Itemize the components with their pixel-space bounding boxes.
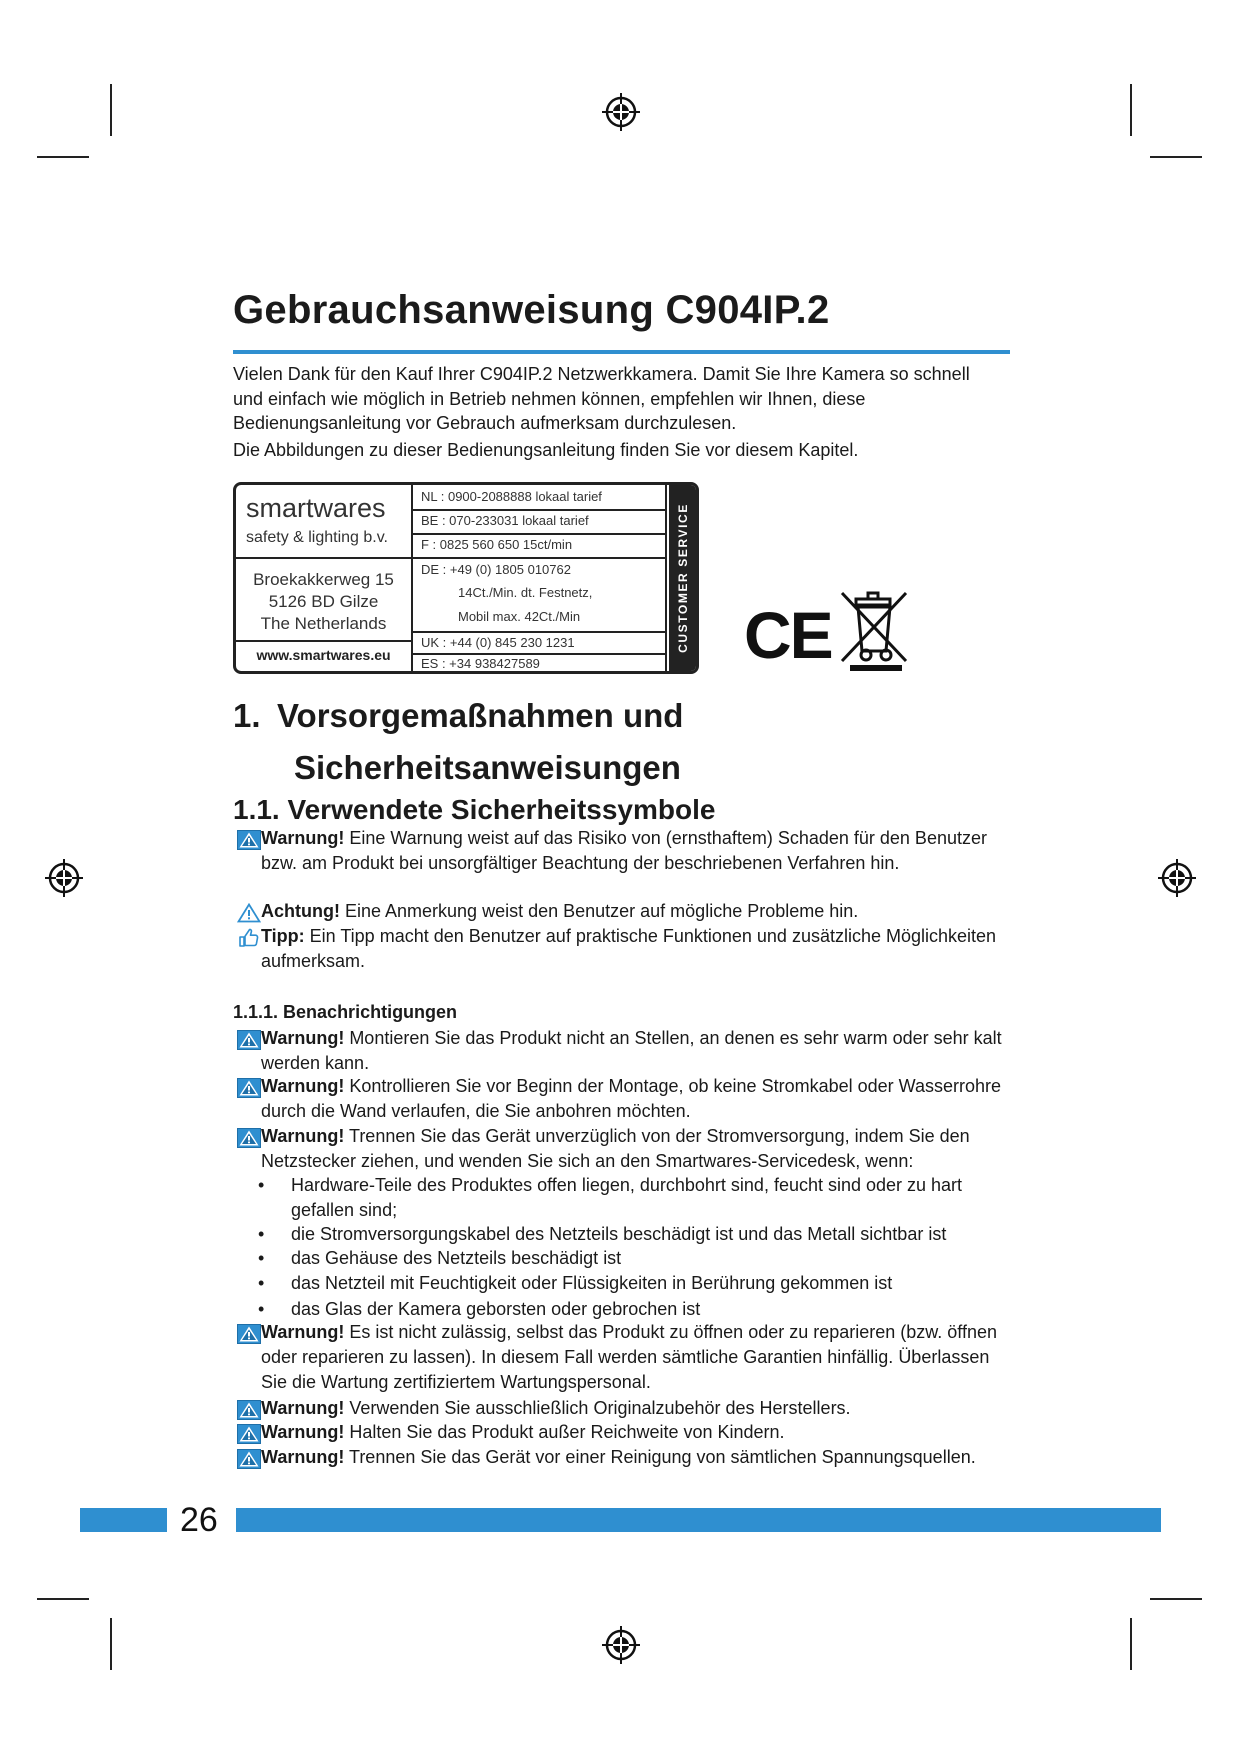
subsubsection-heading: 1.1.1. Benachrichtigungen (233, 1002, 458, 1022)
customer-service-label: CUSTOMER SERVICE (669, 485, 696, 671)
list-item-text: die Stromversorgungskabel des Netzteils beschädigt ist und das Metall sichtbar ist (291, 1224, 947, 1244)
divider (413, 653, 665, 655)
label: Warnung! (261, 1076, 345, 1096)
page-title: Gebrauchsanweisung C904IP.2 (233, 288, 830, 332)
section-heading (233, 690, 683, 742)
description: Trennen Sie das Gerät unverzüglich von der Stromversorgung, indem Sie den Netzstecker ziehen, und wenden Sie sich an den Smartwares-Servicedesk, wenn: (261, 1126, 970, 1171)
section-title: Vorsorgemaßnahmen und (277, 697, 684, 734)
subsection-heading: 1.1. Verwendete Sicherheitssymbole (233, 794, 716, 825)
warning-item (237, 1445, 1007, 1470)
company-address (236, 569, 411, 635)
title-underline (233, 350, 1010, 354)
warning-item (237, 1026, 1007, 1076)
list-item-text: Hardware-Teile des Produktes offen liegen, durchbohrt sind, feucht sind oder zu hart gefallen sind; (291, 1175, 963, 1220)
phone-line: UK : +44 (0) 845 230 1231 (421, 635, 575, 650)
phone-line: Mobil max. 42Ct./Min (458, 609, 581, 624)
bullet: • (258, 1299, 265, 1319)
warning-icon (237, 1078, 261, 1098)
description: Verwenden Sie ausschließlich Originalzubehör des Herstellers. (344, 1398, 851, 1418)
section-number: 1. (233, 697, 261, 734)
divider (413, 631, 665, 633)
list-item-text: das Glas der Kamera geborsten oder gebrochen ist (291, 1299, 701, 1319)
phone-line: DE : +49 (0) 1805 010762 (421, 562, 571, 577)
warning-icon (237, 1324, 261, 1344)
description: Halten Sie das Produkt außer Reichweite von Kindern. (344, 1422, 785, 1442)
label: Warnung! (261, 1398, 345, 1418)
label: Warnung! (261, 828, 345, 848)
list-item (258, 1222, 1008, 1247)
symbol-warning (237, 826, 1007, 876)
crop-mark (1130, 1618, 1132, 1670)
list-item (258, 1271, 1008, 1296)
divider (236, 640, 411, 642)
registration-mark-icon (1157, 858, 1197, 898)
crop-mark (1130, 84, 1132, 136)
warning-icon (237, 1128, 261, 1148)
phone-line: F : 0825 560 650 15ct/min (421, 537, 573, 552)
crop-mark (110, 84, 112, 136)
page-number: 26 (180, 1501, 218, 1539)
warning-item (237, 1320, 1007, 1395)
description: Montieren Sie das Produkt nicht an Stellen, an denen es sehr warm oder sehr kalt werden kann. (261, 1028, 1002, 1073)
list-item-text: das Netzteil mit Feuchtigkeit oder Flüssigkeiten in Berührung gekommen ist (291, 1273, 893, 1293)
brand-name: smartwares (246, 493, 386, 523)
registration-mark-icon (44, 858, 84, 898)
warning-item (237, 1074, 1007, 1124)
crop-mark (37, 156, 89, 158)
intro-text (233, 362, 1003, 462)
footer-bar (236, 1508, 1161, 1532)
phone-line: 14Ct./Min. dt. Festnetz, (458, 585, 593, 600)
description: Ein Tipp macht den Benutzer auf praktische Funktionen und zusätzliche Möglichkeiten aufmerksam. (261, 926, 997, 971)
address-line: The Netherlands (260, 614, 387, 633)
list-item-text: das Gehäuse des Netzteils beschädigt ist (291, 1248, 622, 1268)
warning-icon (237, 830, 261, 850)
caution-icon (237, 903, 261, 923)
crop-mark (1150, 156, 1202, 158)
label: Achtung! (261, 901, 340, 921)
warning-icon (237, 1449, 261, 1469)
registration-mark-icon (601, 1625, 641, 1665)
crop-mark (37, 1598, 89, 1600)
bullet: • (258, 1273, 265, 1293)
intro-paragraph: Vielen Dank für den Kauf Ihrer C904IP.2 Netzwerkkamera. Damit Sie Ihre Kamera so schnell und einfach wie möglich in Betrieb nehmen können, empfehlen wir Ihnen, diese Bedienungsanleitung vor Gebrauch aufmerksam durchzulesen. (233, 364, 970, 433)
label: Tipp: (261, 926, 305, 946)
brand-subtitle: safety & lighting b.v. (246, 529, 388, 546)
label: Warnung! (261, 1028, 345, 1048)
registration-mark-icon (601, 92, 641, 132)
divider (413, 557, 665, 559)
phone-list (413, 485, 667, 671)
divider (413, 509, 665, 511)
address-line: Broekakkerweg 15 (253, 570, 394, 589)
description: Trennen Sie das Gerät vor einer Reinigung von sämtlichen Spannungsquellen. (344, 1447, 976, 1467)
customer-service-box (233, 482, 699, 674)
description: Eine Anmerkung weist den Benutzer auf mögliche Probleme hin. (339, 901, 859, 921)
list-item (258, 1246, 1008, 1271)
symbol-tip (237, 924, 1007, 974)
company-info (236, 485, 413, 671)
bullet: • (258, 1248, 265, 1268)
label: Warnung! (261, 1422, 345, 1442)
divider (413, 533, 665, 535)
weee-bin-icon (836, 585, 912, 673)
intro-paragraph: Die Abbildungen zu dieser Bedienungsanleitung finden Sie vor diesem Kapitel. (233, 439, 859, 460)
warning-item (237, 1420, 1007, 1445)
crop-mark (1150, 1598, 1202, 1600)
thumbs-up-icon (237, 928, 261, 948)
crop-mark (110, 1618, 112, 1670)
footer-bar (80, 1508, 167, 1532)
label: Warnung! (261, 1447, 345, 1467)
description: Kontrollieren Sie vor Beginn der Montage, ob keine Stromkabel oder Wasserrohre durch die Wand verlaufen, die Sie anbohren möchten. (261, 1076, 1001, 1121)
description: Eine Warnung weist auf das Risiko von (ernsthaftem) Schaden für den Benutzer bzw. am Produkt bei unsorgfältiger Beachtung der beschriebenen Verfahren hin. (261, 828, 987, 873)
warning-icon (237, 1030, 261, 1050)
list-item (258, 1173, 1008, 1223)
address-line: 5126 BD Gilze (268, 592, 379, 611)
bullet: • (258, 1175, 265, 1195)
symbol-caution (237, 899, 1007, 924)
warning-icon (237, 1424, 261, 1444)
ce-mark: CE (744, 598, 832, 672)
bullet: • (258, 1224, 265, 1244)
section-heading-continued: Sicherheitsanweisungen (294, 749, 681, 786)
website-link[interactable]: www.smartwares.eu (256, 647, 391, 663)
label: Warnung! (261, 1126, 345, 1146)
warning-item (237, 1124, 1007, 1174)
description: Es ist nicht zulässig, selbst das Produkt zu öffnen oder zu reparieren (bzw. öffnen oder reparieren zu lassen). In diesem Fall werden sämtliche Garantien hinfällig. Überlassen Sie die Wartung zertifiziertem Wartungspersonal. (261, 1322, 998, 1392)
phone-line: BE : 070-233031 lokaal tarief (421, 513, 589, 528)
warning-item (237, 1396, 1007, 1421)
phone-line: ES : +34 938427589 (421, 656, 540, 671)
warning-icon (237, 1400, 261, 1420)
phone-line: NL : 0900-2088888 lokaal tarief (421, 489, 602, 504)
label: Warnung! (261, 1322, 345, 1342)
list-item (258, 1297, 1008, 1322)
divider (236, 557, 411, 559)
